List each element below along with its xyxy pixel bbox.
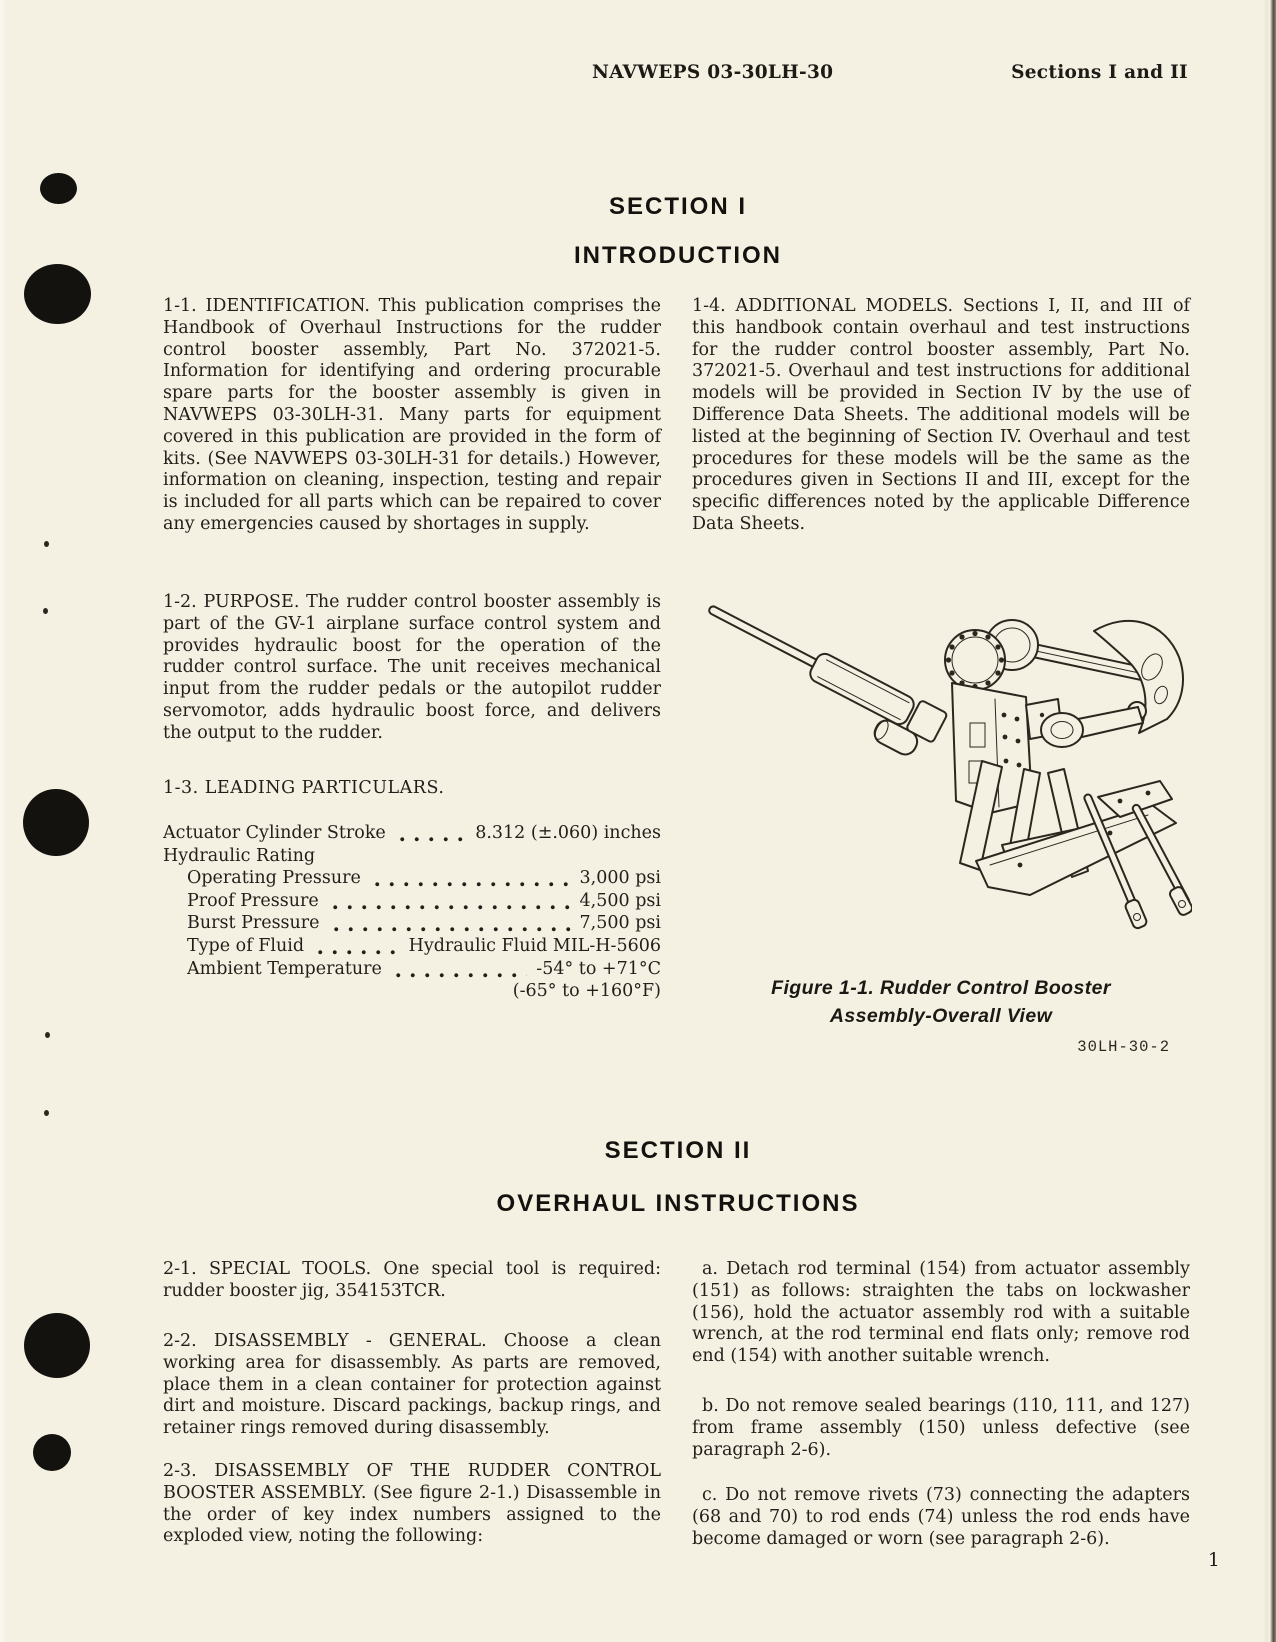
row-value: 4,500 psi	[579, 890, 661, 911]
table-row	[163, 980, 661, 1003]
rudder-booster-figure-drawing	[690, 565, 1192, 945]
section1-title: SECTION I	[608, 193, 747, 220]
table-row	[163, 890, 661, 913]
binder-mark	[24, 1313, 90, 1378]
row-value: -54° to +71°C	[536, 958, 661, 979]
row-value: 3,000 psi	[579, 868, 661, 889]
row-value: 8.312 (±.060) inches	[475, 823, 661, 843]
ink-speck	[43, 608, 48, 614]
row-label: Actuator Cylinder Stroke	[163, 823, 386, 843]
section2-title: SECTION II	[604, 1137, 752, 1164]
dot-leader	[395, 822, 466, 845]
page-number: 1	[1208, 1550, 1220, 1571]
subparagraph-a: a. Detach rod terminal (154) from actuator assembly (151) as follows: straighten the tabs on lockwasher (156), hold the actuator assembly rod with a suitable wrench, at the rod terminal end flats only; remove rod end (154) with another suitable wrench.	[692, 1259, 1190, 1367]
row-label: Ambient Temperature	[187, 958, 382, 979]
paragraph-2-3: 2-3. DISASSEMBLY OF THE RUDDER CONTROL BOOSTER ASSEMBLY. (See figure 2-1.) Disassemble in the order of key index numbers assigned to the exploded view, noting the following:	[163, 1461, 661, 1547]
scan-edge-right	[1263, 0, 1276, 1642]
figure-id-tag: 30LH-30-2	[1077, 1038, 1170, 1056]
figure-caption-line1: Figure 1-1. Rudder Control Booster	[771, 977, 1111, 999]
subparagraph-b: b. Do not remove sealed bearings (110, 111, and 127) from frame assembly (150) unless defective (see paragraph 2-6).	[692, 1396, 1190, 1460]
dot-leader	[328, 890, 571, 913]
row-value: Hydraulic Fluid MIL-H-5606	[408, 935, 661, 956]
paragraph-2-2: 2-2. DISASSEMBLY - GENERAL. Choose a clean working area for disassembly. As parts are removed, place them in a clean container for protection against dirt and moisture. Discard packings, backup rings, and retainer rings removed during disassembly.	[163, 1331, 661, 1439]
dot-leader	[313, 935, 399, 958]
row-label: Proof Pressure	[187, 890, 319, 911]
row-label: Burst Pressure	[187, 913, 320, 934]
table-row	[163, 822, 661, 845]
header-doc-number: NAVWEPS 03-30LH-30	[592, 62, 834, 83]
row-label: Hydraulic Rating	[163, 845, 316, 866]
row-label: Type of Fluid	[187, 935, 305, 956]
table-row	[163, 912, 661, 935]
binder-mark	[23, 789, 89, 856]
table-row	[163, 935, 661, 958]
row-value: 7,500 psi	[579, 913, 661, 934]
table-row	[163, 867, 661, 890]
scan-edge-left	[0, 0, 7, 1642]
ink-speck	[45, 1032, 50, 1038]
paragraph-2-1: 2-1. SPECIAL TOOLS. One special tool is required: rudder booster jig, 354153TCR.	[163, 1259, 661, 1301]
header-sections-label: Sections I and II	[1011, 62, 1188, 83]
paragraph-1-4: 1-4. ADDITIONAL MODELS. Sections I, II, and III of this handbook contain overhaul and test instructions for the rudder control booster assembly, Part No. 372021-5. Overhaul and test instructions for additional models will be provided in Section IV by the use of Difference Data Sheets. The additional models will be listed at the beginning of Section IV. Overhaul and test procedures for these models will be the same as the procedures given in Sections II and III, except for the specific differences noted by the applicable Difference Data Sheets.	[692, 296, 1190, 534]
binder-mark	[33, 1434, 71, 1471]
paragraph-1-1: 1-1. IDENTIFICATION. This publication comprises the Handbook of Overhaul Instructions for the rudder control booster assembly, Part No. 372021-5. Information for identifying and ordering procurable spare parts for the booster assembly is given in NAVWEPS 03-30LH-31. Many parts for equipment covered in this publication are provided in the form of kits. (See NAVWEPS 03-30LH-31 for details.) However, information on cleaning, inspection, testing and repair is included for all parts which can be repaired to cover any emergencies caused by shortages in supply.	[163, 296, 661, 534]
figure-caption-line2: Assembly-Overall View	[829, 1005, 1053, 1027]
section2-subtitle: OVERHAUL INSTRUCTIONS	[496, 1190, 860, 1217]
dot-leader	[329, 912, 571, 935]
leading-particulars-table	[163, 822, 661, 1003]
section1-subtitle: INTRODUCTION	[574, 242, 782, 269]
row-value: (-65° to +160°F)	[512, 981, 661, 1002]
heading-1-3: 1-3. LEADING PARTICULARS.	[163, 778, 445, 798]
dot-leader	[391, 958, 527, 981]
binder-mark	[24, 264, 91, 324]
paragraph-1-2: 1-2. PURPOSE. The rudder control booster assembly is part of the GV-1 airplane surface control system and provides hydraulic boost for the operation of the rudder control surface. The unit receives mechanical input from the rudder pedals or the autopilot rudder servomotor, adds hydraulic boost force, and delivers the output to the rudder.	[163, 592, 661, 743]
table-row	[163, 958, 661, 981]
subparagraph-c: c. Do not remove rivets (73) connecting the adapters (68 and 70) to rod ends (74) unless the rod ends have become damaged or worn (see paragraph 2-6).	[692, 1485, 1190, 1549]
row-label: Operating Pressure	[187, 868, 361, 889]
ink-speck	[44, 541, 49, 547]
table-row	[163, 845, 661, 868]
ink-speck	[44, 1110, 49, 1116]
dot-leader	[370, 867, 571, 890]
